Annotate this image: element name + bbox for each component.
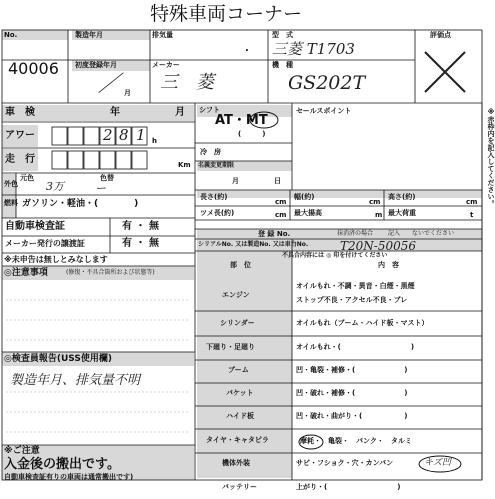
hours-digit-5: 8: [119, 126, 129, 144]
fork-label: ツメ長(約): [200, 209, 235, 217]
height-label: 高さ(約): [388, 193, 416, 201]
hours-digit-6: 1: [136, 126, 146, 144]
machine-value: GS202T: [288, 72, 366, 94]
unregistered-note: ※未申告は無しとみなします: [4, 255, 108, 264]
inspection-year: 年: [110, 107, 120, 118]
lot-number: 40006: [8, 59, 59, 78]
change-month: 月: [232, 177, 239, 185]
first-reg-value: ／: [98, 72, 121, 97]
side-note: ※赤枠内を記入してください。: [487, 108, 495, 207]
machine-label: 機 種: [272, 61, 293, 69]
auto-inspection-label: 自動車検査証: [5, 221, 65, 232]
shift-label: シフト: [199, 106, 220, 114]
sales-point-label: セールスポイント: [296, 107, 352, 115]
paint-value: ー: [95, 182, 106, 195]
reg-option-1: 抹消済の場合: [337, 230, 374, 237]
maker-value: 三 菱: [160, 72, 214, 93]
hours-label: アワー: [5, 130, 35, 141]
defect-content: 摩耗・ 亀裂・ パンク・ タルミ: [300, 437, 412, 445]
caution-hint: (修復・不具合箇所および状態等): [66, 269, 155, 276]
defect-part: シリンダー: [220, 319, 255, 327]
reg-no-label: 登 録 No.: [258, 230, 291, 238]
max-load-label: 最大荷重: [388, 209, 416, 217]
model-value: 三菱 T1703: [272, 40, 355, 58]
first-reg-label: 初度登録年月: [75, 61, 117, 69]
reg-option-2: 記入: [388, 230, 401, 237]
displacement-label: 排気量: [152, 31, 173, 39]
page-title: 特殊車両コーナー: [150, 3, 303, 25]
defect-content: オイルもれ（ブーム・ハイド板・マスト）: [296, 319, 429, 327]
circled-note: キズ凹: [424, 458, 451, 468]
max-lift-label: 最大揚高: [294, 209, 322, 217]
defect-part: ブーム: [228, 366, 249, 374]
defect-content: 上がり・( ): [296, 483, 401, 491]
defect-part: バケット: [226, 389, 254, 397]
caution-label: ◎注意事項: [4, 268, 48, 278]
defect-part: 機体外装: [222, 459, 250, 467]
width-label: 幅(約): [294, 193, 315, 201]
serial-label: シリアルNo. 又は製造No. 又は車台No.: [198, 241, 309, 248]
defect-part: バッテリー: [222, 483, 257, 491]
defect-header: 不具合内容には ◎ 印を付けてください: [282, 252, 388, 259]
defect-part: タイヤ・キャタピラ: [206, 436, 269, 444]
length-unit: cm: [275, 198, 287, 206]
defect-part-label: 部 位: [230, 261, 251, 269]
defect-content: 凹・破れ・補修・( ): [296, 389, 408, 397]
hours-unit: h: [152, 137, 157, 145]
rating-label: 評価点: [430, 31, 451, 39]
notice-sub: 自動車検査証有りの車両は通常搬出です): [4, 473, 134, 481]
defect-part: 下廻り・足廻り: [206, 343, 255, 351]
run-unit: Km: [178, 161, 191, 169]
no-label: No.: [4, 31, 18, 39]
width-unit: cm: [369, 198, 381, 206]
auto-inspection-value: 有 ・ 無: [122, 221, 159, 232]
shift-paren: ( ): [238, 130, 266, 138]
defect-part: エンジン: [222, 291, 250, 299]
defect-content: 凹・亀裂・補修・( ): [296, 366, 408, 374]
original-color-value: 3万: [46, 180, 64, 193]
year-label: 製造年月: [75, 31, 103, 39]
defect-content: オイルもれ・不調・異音・白煙・黒煙: [296, 282, 415, 290]
report-text: 製造年月、排気量不明: [10, 373, 141, 388]
height-unit: cm: [466, 198, 478, 206]
maker-cert-value: 有 ・ 無: [122, 238, 159, 249]
serial-value: T20N-50056: [340, 239, 417, 253]
color-label: 外色: [4, 180, 18, 188]
max-load-unit: t: [470, 211, 474, 219]
inspection-label: 車 検: [5, 107, 35, 118]
change-label: 名義変更期限: [198, 162, 235, 169]
model-label: 型 式: [272, 31, 293, 39]
hours-digit-4: 2: [103, 126, 113, 144]
maker-label: メーカー: [152, 61, 180, 69]
defect-content: オイルもれ・( ): [296, 343, 415, 351]
reg-option-3: ないでください: [412, 230, 455, 237]
fork-unit: cm: [275, 211, 287, 219]
fuel-value: ガソリン・軽油・( ): [22, 199, 139, 209]
run-label: 走 行: [5, 154, 35, 165]
shift-value: AT・MT: [215, 113, 268, 128]
change-day: 日: [274, 177, 281, 185]
inspection-month: 月: [175, 107, 185, 118]
original-color-label: 元色: [20, 174, 34, 182]
length-label: 長さ(約): [200, 193, 228, 201]
defect-content: サビ・フショク・穴・カンバン: [296, 459, 394, 467]
fuel-label: 燃料: [4, 199, 18, 207]
displacement-dot: .: [245, 43, 249, 54]
aircon-label: 冷 房: [200, 148, 221, 156]
defect-content-2: ストップ不良・アクセル不良・ブレ: [296, 296, 408, 304]
maker-cert-label: メーカー発行の譲渡証: [5, 239, 85, 248]
paint-label: 色替: [100, 174, 114, 182]
first-reg-unit: 月: [124, 89, 131, 97]
notice-title: ※ご注意: [4, 446, 40, 456]
defect-content: 凹・破れ・曲がり・( ): [296, 412, 408, 420]
report-label: ◎検査員報告(USS使用欄): [4, 354, 112, 364]
max-lift-unit: m: [375, 211, 383, 219]
notice-main: 入金後の搬出です。: [4, 457, 120, 472]
defect-content-label: 内 容: [378, 261, 399, 269]
defect-part: ハイド板: [226, 412, 254, 420]
